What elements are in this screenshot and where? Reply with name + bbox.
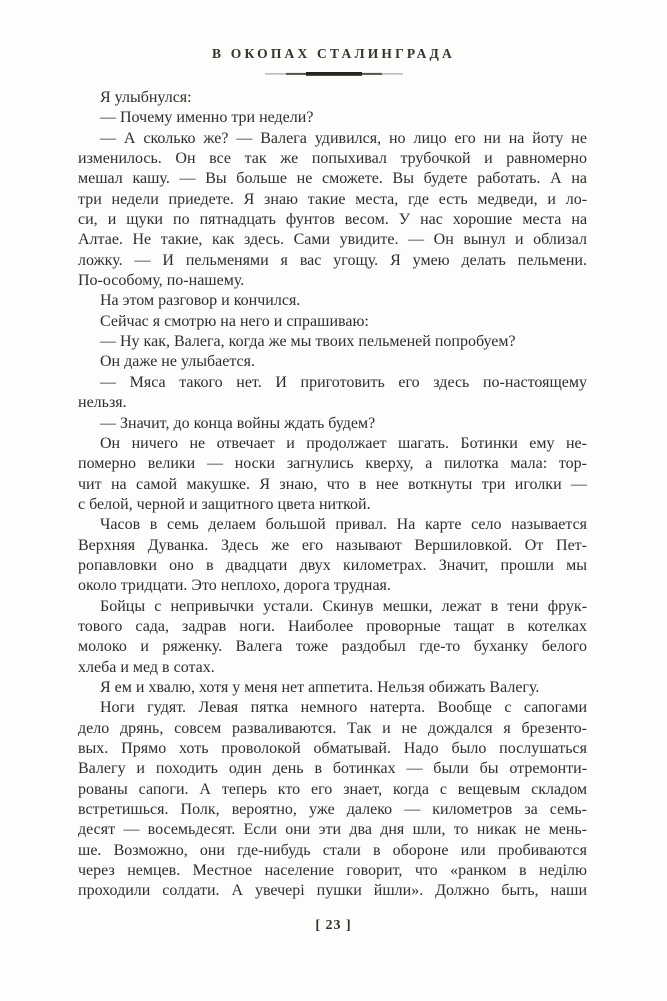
text-line — [78, 576, 587, 596]
text-line-content: си, и щуки по пятнадцать фунтов весом. У нас хорошие места на — [78, 211, 588, 229]
text-line — [78, 210, 587, 230]
running-title: В ОКОПАХ СТАЛИНГРАДА — [212, 46, 455, 61]
text-line — [78, 271, 587, 291]
text-line — [78, 332, 587, 352]
text-line-content: Сейчас я смотрю на него и спрашиваю: — [100, 312, 369, 330]
text-line — [78, 251, 587, 271]
text-line-content: встретишься. Полк, вероятно, уже далеко — километров за семь- — [78, 801, 587, 819]
text-line-content: чит на самой макушке. Я знаю, что в нее воткнуты три иголки — — [78, 475, 588, 493]
text-line — [78, 678, 587, 698]
text-line — [78, 759, 587, 779]
text-line — [78, 88, 587, 108]
text-line — [78, 149, 587, 169]
text-line — [78, 841, 587, 861]
text-line — [78, 820, 587, 840]
text-line-content: изменилось. Он все так же попыхивал трубочкой и равномерно — [78, 150, 587, 168]
text-line-content: Я улыбнулся: — [100, 89, 192, 106]
text-line — [78, 393, 587, 413]
text-line-content: мешал кашу. — Вы больше не сможете. Вы будете работать. А на — [78, 170, 587, 188]
text-line — [78, 373, 587, 393]
text-line-content: проходили солдати. А увечері пушки йшли». Должно быть, наши — [78, 882, 588, 900]
text-line — [78, 515, 587, 535]
text-line-content: молоко и ряженку. Валега тоже раздобыл где-то буханку белого — [78, 638, 587, 656]
divider-thick-bar — [306, 72, 362, 76]
text-line-content: ропавловки оно в двадцати двух километрах. Значит, прошли мы — [78, 556, 588, 574]
text-line-content: тового сада, задрав ноги. Наиболее проворные тащат в котелках — [78, 617, 587, 635]
text-line-content: — Почему именно три недели? — [100, 109, 314, 127]
text-line — [78, 414, 587, 434]
text-line-content: около тридцати. Это неплохо, дорога трудная. — [78, 577, 391, 595]
text-line — [78, 454, 587, 474]
text-line — [78, 495, 587, 515]
text-line — [78, 536, 587, 556]
text-line-content: десят — восемьдесят. Если они эти два дня шли, то никак не мень- — [78, 821, 588, 839]
text-line-content: Он ничего не отвечает и продолжает шагать. Ботинки ему не- — [100, 434, 587, 452]
text-line-content: Я ем и хвалю, хотя у меня нет аппетита. Нельзя обижать Валегу. — [100, 678, 540, 696]
text-line — [78, 617, 587, 637]
body-text — [78, 88, 587, 902]
text-line — [78, 698, 587, 718]
text-line — [78, 230, 587, 250]
text-line — [78, 881, 587, 901]
text-line — [78, 190, 587, 210]
text-line-content: три недели приедете. Я знаю такие места, где есть медведи, и ло- — [78, 190, 588, 208]
text-line — [78, 637, 587, 657]
text-line — [78, 312, 587, 332]
text-line-content: Ноги гудят. Левая пятка немного натерта. Вообще с сапогами — [100, 699, 588, 717]
text-line-content: нельзя. — [78, 394, 127, 412]
text-line — [78, 352, 587, 372]
text-line-content: По-особому, по-нашему. — [78, 272, 245, 290]
ornamental-divider-icon — [265, 71, 403, 77]
text-line-content: с белой, черной и защитного цвета ниткой. — [78, 495, 371, 513]
text-line-content: — А сколько же? — Валега удивился, но лицо его ни на йоту не — [100, 129, 587, 147]
text-line-content: померно велики — носки загнулись кверху, а пилотка мала: тор- — [78, 455, 587, 473]
text-line-content: ложку. — И пельменями я вас угощу. Я умею делать пельмени. — [78, 251, 587, 269]
text-line-content: Алтае. Не такие, как здесь. Сами увидите. — Он вынул и облизал — [78, 231, 587, 249]
text-line — [78, 861, 587, 881]
text-line-content: рованы сапоги. А теперь кто его знает, когда с вещевым складом — [78, 780, 588, 798]
text-line-content: Часов в семь делаем большой привал. На карте село называется — [100, 516, 588, 534]
text-line-content: — Мяса такого нет. И приготовить его здесь по-настоящему — [100, 373, 588, 391]
text-line — [78, 658, 587, 678]
text-line-content: ше. Возможно, они где-нибудь стали в обороне или пробиваются — [78, 841, 588, 859]
text-line — [78, 597, 587, 617]
text-line — [78, 291, 587, 311]
text-line — [78, 800, 587, 820]
text-line — [78, 556, 587, 576]
text-line-content: хлеба и мед в сотах. — [78, 658, 215, 676]
text-line — [78, 434, 587, 454]
text-line-content: Верхняя Дуванка. Здесь же его называют Вершиловкой. От Пет- — [78, 536, 587, 554]
text-line — [78, 719, 587, 739]
text-line-content: вых. Прямо хоть проволокой обматывай. Надо было послушаться — [78, 740, 587, 757]
text-line — [78, 739, 587, 759]
text-line-content: На этом разговор и кончился. — [100, 292, 301, 310]
text-line-content: Бойцы с непривычки устали. Скинув мешки, лежат в тени фрук- — [100, 597, 588, 615]
text-line-content: дело дрянь, совсем разваливаются. Так и не дождался я брезенто- — [78, 719, 587, 737]
text-line-content: — Ну как, Валега, когда же мы твоих пельменей попробуем? — [100, 333, 516, 351]
text-line-content: через немцев. Местное население говорит, что «ранком в неділю — [78, 862, 587, 880]
text-line — [78, 108, 587, 128]
text-line — [78, 129, 587, 149]
text-line — [78, 780, 587, 800]
text-line — [78, 475, 587, 495]
text-line-content: — Значит, до конца войны ждать будем? — [100, 414, 376, 432]
text-line-content: Валегу и походить один день в ботинках — были бы отремонти- — [78, 760, 588, 778]
text-line — [78, 169, 587, 189]
text-line-content: Он даже не улыбается. — [100, 353, 255, 371]
page-number: [ 23 ] — [315, 918, 352, 933]
